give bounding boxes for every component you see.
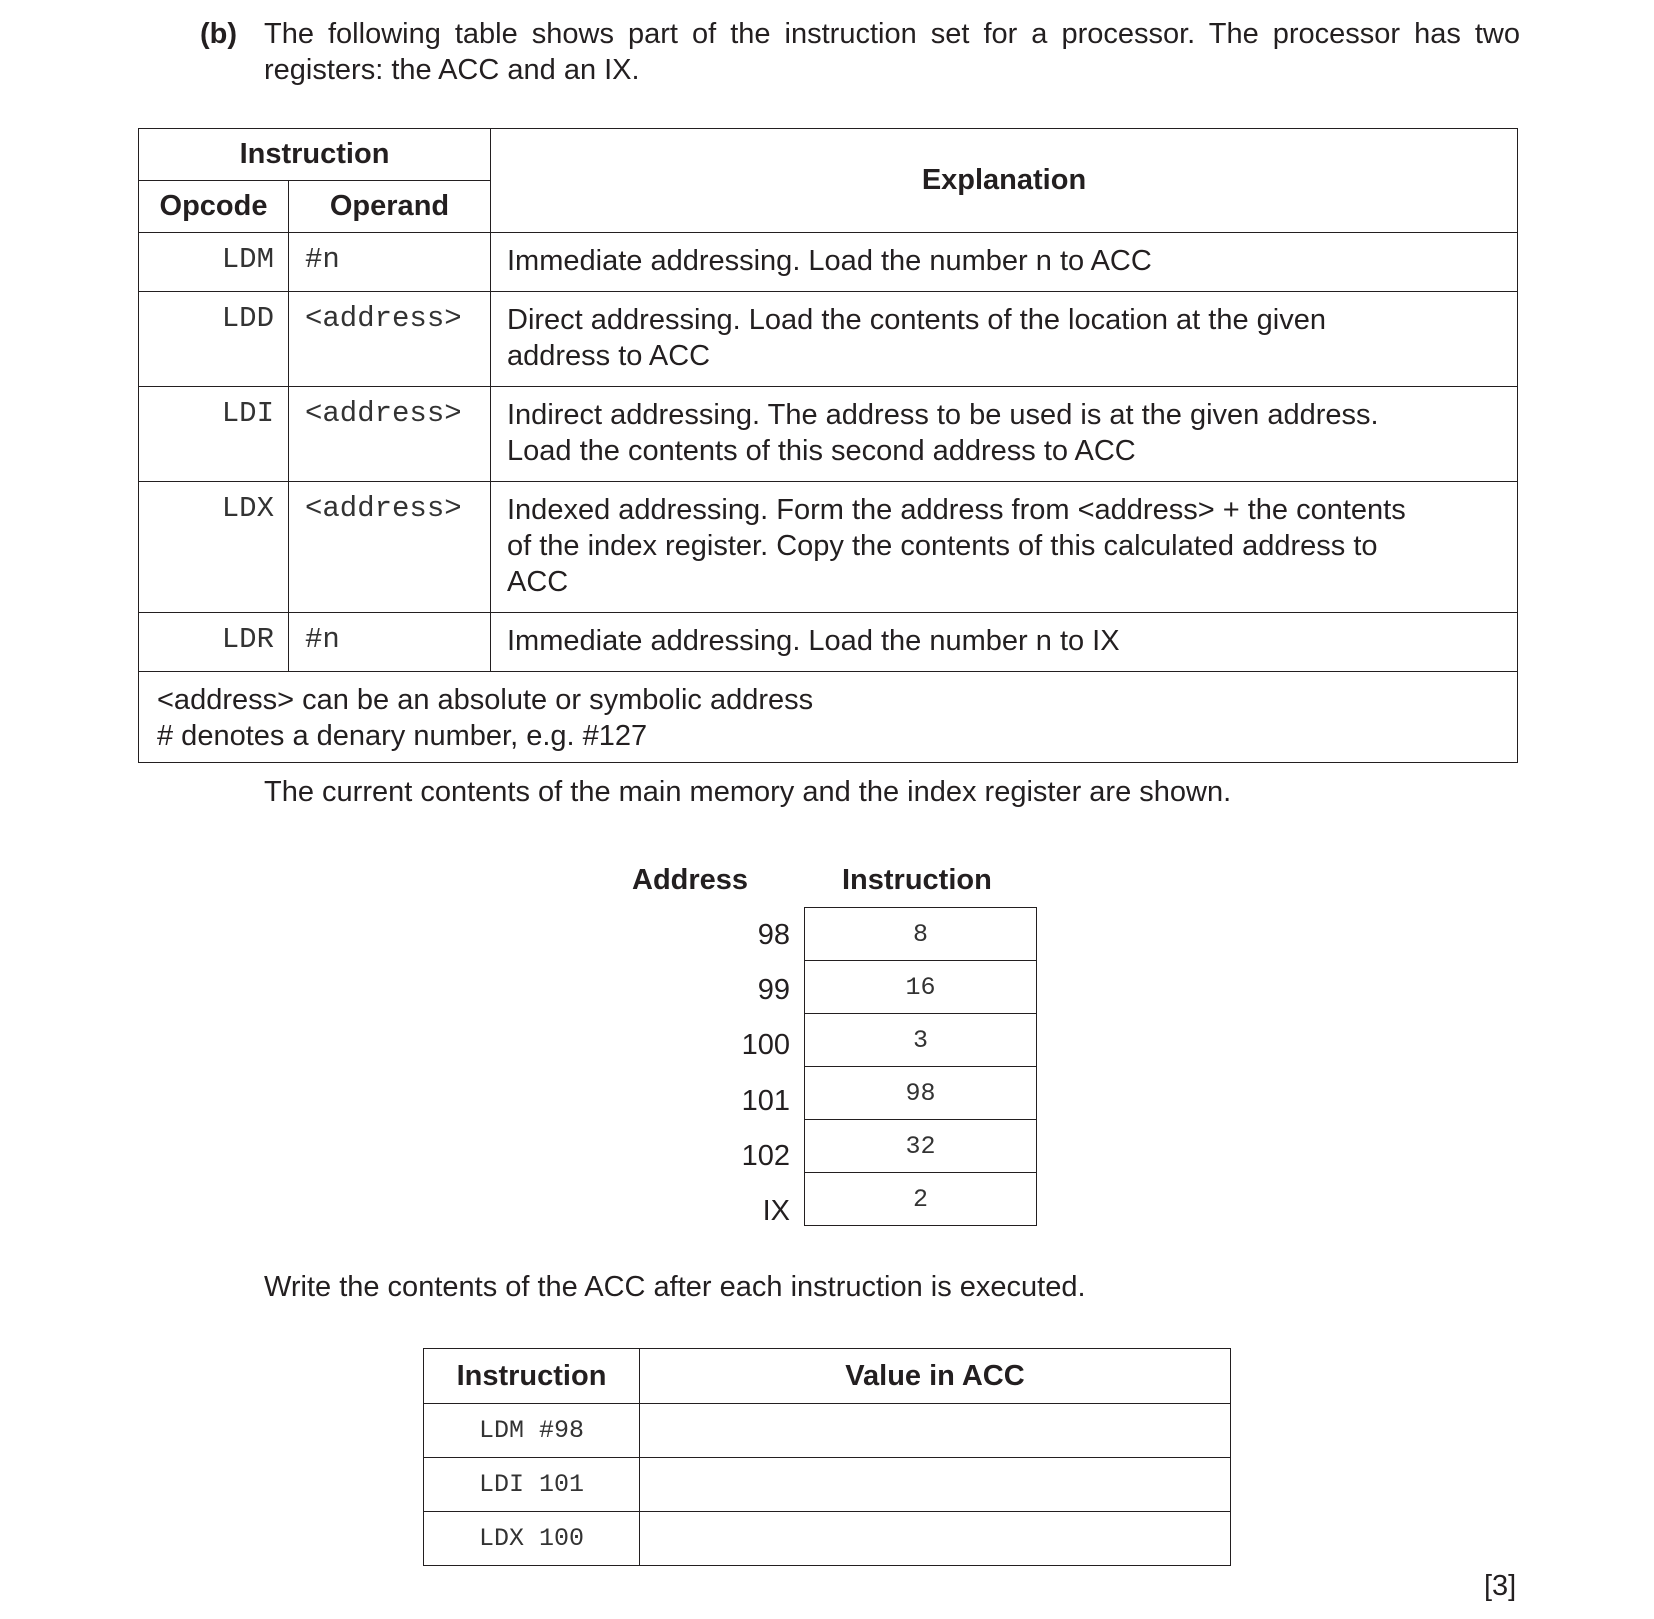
explanation-line: Indexed addressing. Form the address from <address> + the contents bbox=[507, 494, 1406, 526]
answer-instruction: LDM #98 bbox=[424, 1404, 640, 1458]
memory-address: 98 bbox=[757, 919, 790, 951]
answer-instruction: LDX 100 bbox=[424, 1512, 640, 1566]
operand-cell: <address> bbox=[289, 292, 491, 387]
instruction-row bbox=[139, 292, 1518, 387]
marks: [3] bbox=[1484, 1570, 1517, 1602]
memory-value: 98 bbox=[805, 1067, 1037, 1120]
operand-cell: #n bbox=[289, 233, 491, 292]
question-label: (b) bbox=[200, 18, 238, 50]
answer-row bbox=[424, 1404, 1231, 1458]
answer-value-cell[interactable] bbox=[640, 1404, 1231, 1458]
memory-row bbox=[805, 1120, 1037, 1173]
answer-row bbox=[424, 1512, 1231, 1566]
answer-value-cell[interactable] bbox=[640, 1512, 1231, 1566]
explanation-cell bbox=[491, 613, 1518, 672]
answer-prompt: Write the contents of the ACC after each instruction is executed. bbox=[264, 1271, 1086, 1303]
memory-header-instruction: Instruction bbox=[842, 864, 992, 896]
instruction-row bbox=[139, 387, 1518, 482]
answer-header-value: Value in ACC bbox=[640, 1349, 1231, 1404]
memory-address: 102 bbox=[741, 1139, 790, 1172]
memory-row bbox=[805, 1014, 1037, 1067]
instruction-row bbox=[139, 613, 1518, 672]
operand-cell: <address> bbox=[289, 387, 491, 482]
memory-value: 8 bbox=[805, 908, 1037, 961]
header-opcode: Opcode bbox=[139, 181, 289, 233]
header-operand: Operand bbox=[289, 181, 491, 233]
operand-cell: #n bbox=[289, 613, 491, 672]
explanation-line: Direct addressing. Load the contents of the location at the given bbox=[507, 304, 1326, 336]
memory-row bbox=[805, 1067, 1037, 1120]
explanation-cell bbox=[491, 387, 1518, 482]
instruction-set-table bbox=[138, 128, 1518, 763]
memory-row bbox=[805, 961, 1037, 1014]
explanation-line: Immediate addressing. Load the number n to ACC bbox=[507, 245, 1152, 277]
opcode-cell: LDD bbox=[139, 292, 289, 387]
memory-table bbox=[804, 907, 1037, 1226]
opcode-cell: LDI bbox=[139, 387, 289, 482]
memory-caption: The current contents of the main memory and the index register are shown. bbox=[264, 776, 1232, 808]
explanation-line: Immediate addressing. Load the number n to IX bbox=[507, 625, 1120, 657]
answer-instruction: LDI 101 bbox=[424, 1458, 640, 1512]
memory-address: 100 bbox=[741, 1029, 790, 1062]
memory-address: IX bbox=[762, 1195, 790, 1227]
opcode-cell: LDX bbox=[139, 482, 289, 613]
answer-header-instruction: Instruction bbox=[424, 1349, 640, 1404]
memory-value: 2 bbox=[805, 1173, 1037, 1226]
memory-row bbox=[805, 1173, 1037, 1226]
answer-value-cell[interactable] bbox=[640, 1458, 1231, 1512]
memory-row bbox=[805, 908, 1037, 961]
note-line: <address> can be an absolute or symbolic address bbox=[157, 684, 814, 716]
table-notes bbox=[139, 672, 1518, 763]
header-instruction: Instruction bbox=[139, 129, 491, 181]
memory-value: 32 bbox=[805, 1120, 1037, 1173]
memory-address: 99 bbox=[757, 974, 790, 1007]
explanation-line: ACC bbox=[507, 566, 569, 598]
explanation-cell bbox=[491, 233, 1518, 292]
explanation-line: Load the contents of this second address to ACC bbox=[507, 435, 1136, 467]
explanation-line: Indirect addressing. The address to be used is at the given address. bbox=[507, 399, 1379, 431]
header-explanation: Explanation bbox=[491, 129, 1518, 233]
explanation-line: address to ACC bbox=[507, 340, 711, 372]
memory-header-address: Address bbox=[632, 864, 749, 896]
opcode-cell: LDR bbox=[139, 613, 289, 672]
answer-row bbox=[424, 1458, 1231, 1512]
opcode-cell: LDM bbox=[139, 233, 289, 292]
instruction-row bbox=[139, 482, 1518, 613]
memory-address: 101 bbox=[741, 1084, 790, 1117]
memory-value: 3 bbox=[805, 1014, 1037, 1067]
operand-cell: <address> bbox=[289, 482, 491, 613]
note-line: # denotes a denary number, e.g. #127 bbox=[157, 720, 648, 752]
question-text: The following table shows part of the instruction set for a processor. The processor has two registers: the ACC and an IX. bbox=[264, 18, 1520, 86]
explanation-cell bbox=[491, 292, 1518, 387]
memory-value: 16 bbox=[805, 961, 1037, 1014]
instruction-row bbox=[139, 233, 1518, 292]
explanation-cell bbox=[491, 482, 1518, 613]
explanation-line: of the index register. Copy the contents of this calculated address to bbox=[507, 530, 1378, 562]
answer-table bbox=[423, 1348, 1231, 1566]
